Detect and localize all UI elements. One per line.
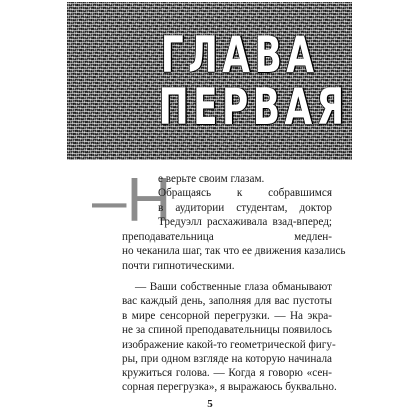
text-line: — Ваши собственные глаза обманывают: [135, 281, 332, 293]
text-line: в аудитории студентам, доктор: [158, 202, 332, 214]
text-line: изображение какой-то геометрической фигу-: [122, 339, 336, 351]
text-line: в мире сенсорной перегрузки. — На экра-: [122, 310, 332, 322]
text-line: Тредуэлл расхаживала взад-вперед;: [158, 216, 332, 228]
text-line: Обращаясь к собравшимся: [158, 187, 332, 199]
text-line: кружиться голова. — Когда я говорю «сен-: [122, 367, 332, 379]
text-line: е верьте своим глазам.: [158, 173, 265, 185]
chapter-title-word-2: ПЕРВАЯ: [158, 78, 349, 136]
tv-static-header-image: [67, 2, 352, 160]
text-line: но чеканила шаг, так что ее движения казались: [122, 245, 346, 257]
text-line: сорная перегрузка», я выражаюсь буквально.: [122, 381, 337, 393]
text-line: почти гипнотическими.: [122, 260, 235, 272]
page-number: 5: [207, 398, 213, 410]
text-line: преподавательница медлен-: [122, 231, 332, 243]
text-line: не за спиной преподавательницы появилось: [122, 324, 332, 336]
text-line: вас каждый день, заполняя для вас пустоты: [122, 295, 332, 307]
text-line: ры, при одном взгляде на которую начинала: [122, 353, 332, 365]
chapter-title-word-1: ГЛАВА: [160, 26, 319, 84]
drop-cap: –Н: [92, 166, 172, 235]
